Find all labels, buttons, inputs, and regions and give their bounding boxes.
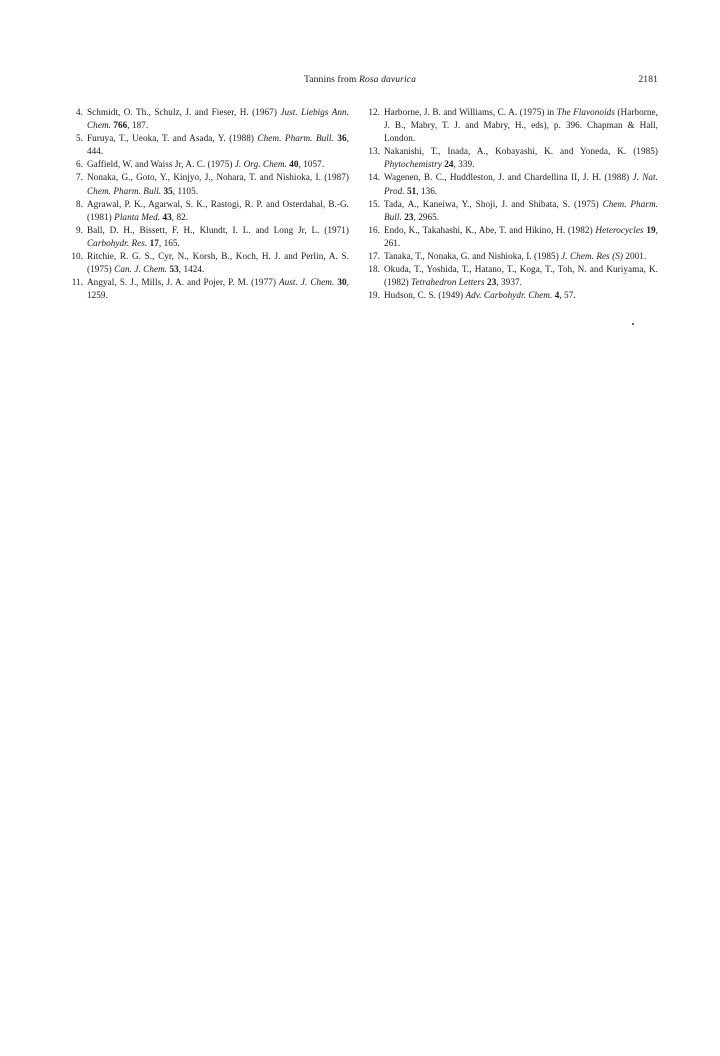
reference-text <box>384 250 658 263</box>
citation-text: Nakanishi, T., Inada, A., Kobayashi, K. and Yoneda, K. (1985) <box>384 146 658 157</box>
journal-title: Chem. Pharm. Bull. <box>384 198 658 222</box>
citation-text: , 165. <box>158 237 180 248</box>
journal-title: Planta Med. <box>114 211 161 222</box>
citation-text: Agrawal, P. K., Agarwal, S. K., Rastogi, R. P. and Osterdahal, B.-G. (1981) <box>87 198 349 222</box>
reference-number: 7. <box>76 172 83 183</box>
journal-title: Aust. J. Chem. <box>278 277 335 288</box>
citation-text: Ball, D. H., Bissett, F. H., Klundt, I. L. and Long Jr, L. (1971) <box>87 224 349 235</box>
stray-mark <box>632 323 634 325</box>
reference-text <box>87 250 349 276</box>
journal-title: Adv. Carbohydr. Chem. <box>465 290 553 301</box>
reference-item <box>71 132 349 158</box>
reference-text <box>384 289 658 302</box>
running-header <box>0 74 720 90</box>
volume-number: 43 <box>162 211 172 222</box>
reference-text <box>384 224 658 250</box>
citation-text: , 3937. <box>496 277 522 288</box>
citation-text: , 1259. <box>87 277 350 301</box>
reference-number: 10. <box>71 251 83 262</box>
volume-number: 4 <box>554 290 560 301</box>
journal-title: The Flavonoids <box>556 107 615 117</box>
volume-number: 36 <box>337 133 347 144</box>
reference-text <box>87 276 349 302</box>
running-title <box>0 74 720 85</box>
citation-text: , 339. <box>453 159 475 170</box>
reference-number: 18. <box>368 264 380 275</box>
volume-number: 23 <box>404 211 414 222</box>
reference-text <box>87 106 349 132</box>
reference-text <box>384 198 658 224</box>
reference-text <box>87 171 349 197</box>
journal-title: Phytochemistry <box>384 159 442 170</box>
citation-text: Tada, A., Kaneiwa, Y., Shoji, J. and Shibata, S. (1975) <box>384 198 603 209</box>
reference-text <box>87 132 349 158</box>
reference-column-right <box>368 106 658 302</box>
citation-text: , 82. <box>171 211 189 222</box>
citation-text: Nonaka, G., Goto, Y., Kinjyo, J., Nohara, T. and Nishioka, I. (1987) <box>87 172 349 183</box>
volume-number: 30 <box>337 277 347 288</box>
running-title-prefix: Tannins from <box>304 74 359 85</box>
reference-item <box>71 250 349 276</box>
reference-item <box>368 145 658 171</box>
journal-title: Heterocycles <box>595 224 644 235</box>
reference-text <box>384 263 658 289</box>
reference-item <box>71 106 349 132</box>
volume-number: 51 <box>406 185 417 196</box>
reference-item <box>368 198 658 224</box>
citation-text: , 444. <box>87 133 349 157</box>
journal-title: Just. Liebigs Ann. Chem. <box>87 107 349 131</box>
reference-number: 8. <box>76 198 83 209</box>
volume-number: 766 <box>113 120 128 131</box>
citation-text: , 187. <box>127 120 149 131</box>
volume-number: 19 <box>646 224 656 235</box>
page-number: 2181 <box>638 74 658 85</box>
reference-item <box>368 171 658 197</box>
journal-title: Carbohydr. Res. <box>87 237 148 248</box>
reference-text <box>384 171 658 197</box>
journal-title: Chem. Pharm. Bull. <box>257 133 334 144</box>
citation-text: , 57. <box>559 290 576 301</box>
citation-text: Furuya, T., Ueoka, T. and Asada, Y. (1988) <box>87 133 258 144</box>
citation-text: Gaffield, W. and Waiss Jr, A. C. (1975) <box>87 159 235 170</box>
reference-text <box>384 106 658 145</box>
reference-number: 13. <box>368 146 380 157</box>
volume-number: 17 <box>149 237 159 248</box>
journal-title: J. Chem. Res (S) <box>561 251 623 262</box>
volume-number: 24 <box>444 159 454 170</box>
citation-text: , 1424. <box>178 264 205 275</box>
reference-number: 19. <box>368 290 380 301</box>
citation-text: Tanaka, T., Nonaka, G. and Nishioka, I. (1985) <box>384 251 562 262</box>
volume-number: 23 <box>487 277 497 288</box>
reference-number: 14. <box>368 172 380 183</box>
volume-number: 53 <box>169 264 179 275</box>
reference-text <box>87 158 349 171</box>
reference-number: 6. <box>76 159 83 170</box>
reference-text <box>384 145 658 171</box>
volume-number: 35 <box>163 185 173 196</box>
reference-number: 16. <box>368 224 380 235</box>
reference-number: 12. <box>368 107 380 117</box>
reference-number: 15. <box>368 198 380 209</box>
reference-number: 11. <box>71 277 83 288</box>
reference-item <box>71 276 349 302</box>
citation-text: Endo, K., Takahashi, K., Abe, T. and Hikino, H. (1982) <box>384 224 596 235</box>
reference-number: 9. <box>76 224 83 235</box>
reference-item <box>71 224 349 250</box>
journal-title: J. Org. Chem. <box>234 159 287 170</box>
reference-item <box>71 171 349 197</box>
citation-text: , 261. <box>384 224 658 248</box>
citation-text: Hudson, C. S. (1949) <box>384 290 466 301</box>
reference-item <box>368 250 658 263</box>
volume-number: 40 <box>289 159 299 170</box>
reference-item <box>368 106 658 145</box>
journal-title: Chem. Pharm. Bull. <box>87 185 162 196</box>
journal-title: J. Nat. Prod. <box>384 172 659 196</box>
journal-title: Can. J. Chem. <box>114 264 168 275</box>
running-title-species: Rosa davurica <box>358 74 416 85</box>
reference-number: 17. <box>368 251 380 262</box>
citation-text: Schmidt, O. Th., Schulz, J. and Fieser, H. (1967) <box>87 107 281 117</box>
reference-number: 5. <box>76 133 83 144</box>
citation-text: Okuda, T., Yoshida, T., Hatano, T., Koga, T., Toh, N. and Kuriyama, K. (1982) <box>384 264 658 288</box>
citation-text: Harborne, J. B. and Williams, C. A. (1975) in <box>384 107 557 117</box>
citation-text: , 2965. <box>413 211 440 222</box>
citation-text: Angyal, S. J., Mills, J. A. and Pojer, P. M. (1977) <box>87 277 279 288</box>
reference-item <box>368 289 658 302</box>
reference-item <box>368 224 658 250</box>
reference-item <box>368 263 658 289</box>
reference-text <box>87 198 349 224</box>
citation-text: 2001. <box>622 251 647 262</box>
citation-text: , 1105. <box>172 185 199 196</box>
citation-text: Wagenen, B. C., Huddleston, J. and Chardellina II, J. H. (1988) <box>384 172 633 183</box>
reference-item <box>71 198 349 224</box>
reference-column-left <box>71 106 349 302</box>
reference-item <box>71 158 349 171</box>
citation-text: , 136. <box>416 185 438 196</box>
reference-text <box>87 224 349 250</box>
journal-title: Tetrahedron Letters <box>411 277 485 288</box>
citation-text: (Harborne, J. B., Mabry, T. J. and Mabry, H., eds), p. 396. Chapman & Hall, London. <box>384 107 658 144</box>
citation-text: Ritchie, R. G. S., Cyr, N., Korsh, B., Koch, H. J. and Perlin, A. S. (1975) <box>87 251 349 275</box>
citation-text: , 1057. <box>298 159 325 170</box>
reference-number: 4. <box>76 107 83 117</box>
